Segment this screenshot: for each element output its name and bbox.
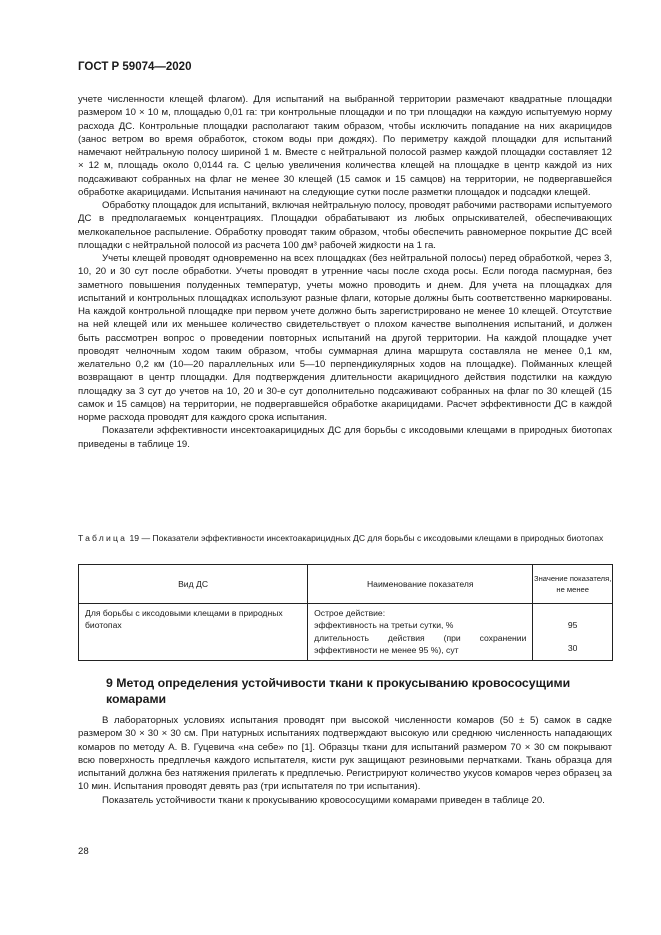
paragraph: учете численности клещей флагом). Для испытаний на выбранной территории размечают квадратные площадки размером 10 × 10 м, площадью 0,01 га: три контрольные площадки и по три площадки на каждую испытуемую норму расхода ДС. Контрольные площадки располагают таким образом, чтобы исключить попадание на них акарицидов (занос ветром во время обработок, стоком воды при дождях). По периметру каждой площадки для испытаний намечают нейтральную полосу шириной 1 м. Вместе с нейтральной полосой размер каждой площадки составляет 12 × 12 м, площадь около 0,0144 га. С целью увеличения количества клещей на площадке в центр каждой из них подсаживают собранных на флаг не менее 30 клещей (15 самок и 15 самцов) на территории, не подвергавшейся обработке акарицидами. Испытания начинают на следующие сутки после разметки площадок и подсадки клещей. — [78, 94, 612, 198]
paragraph: В лабораторных условиях испытания проводят при высокой численности комаров (50 ± 5) самок в садке размером 30 × 30 × 30 см. При натурных испытаниях подтверждают высокую или среднюю численность нападающих комаров по методу А. В. Гуцевича «на себе» по [1]. Образцы ткани для испытаний размером 70 × 30 см покрывают всю поверхность предплечья каждого испытателя, кисти рук защищают резиновыми перчатками. Ткань образца для испытаний должна без натяжения прилегать к предплечью. Регистрируют количество укусов комаров через образец за 10 мин. Испытания проводят девять раз (три испытателя по три испытания). — [78, 715, 612, 793]
indicator-efficiency: эффективность на третьи сутки, % — [314, 620, 454, 631]
indicators-table — [78, 564, 613, 661]
paragraph: Показатель устойчивости ткани к прокусыванию кровососущими комарами приведен в таблице 20. — [102, 794, 545, 806]
value-duration: 30 — [567, 643, 578, 654]
table-row — [79, 604, 613, 661]
cell-type — [79, 604, 308, 661]
page-number: 28 — [78, 846, 89, 857]
row-type: Для борьбы с иксодовыми клещами в природных биотопах — [85, 608, 283, 631]
table-caption — [78, 532, 612, 544]
cell-values — [533, 604, 613, 661]
cell-indicator — [308, 604, 533, 661]
table-header-row — [79, 565, 613, 604]
section-body — [78, 714, 612, 807]
header-indicator: Наименование показателя — [308, 565, 533, 604]
indicator-block — [308, 604, 532, 660]
table-caption-text: 19 — Показатели эффективности инсектоакарицидных ДС для борьбы с иксодовыми клещами в природных биотопах — [127, 533, 604, 543]
paragraph: Учеты клещей проводят одновременно на всех площадках (без нейтральной полосы) перед обработкой, через 3, 10, 20 и 30 сут после обработки. Учеты проводят в утренние часы после схода росы. Если погода пасмурная, без заметного повышения полуденных температур, учеты можно проводить и днем. Для учета на площадках для испытаний и контрольных площадках используют разные флаги, которые должны быть соответственно маркированы. На каждой контрольной площадке при первом учете должно быть зарегистрировано не менее 10 клещей. Отсутствие на ней клещей или их меньшее количество свидетельствует о плохом качестве выполнения испытаний, и должен быть рассмотрен вопрос о проведении повторных испытаний на другой территории. На каждой площадке учет проводят челночным ходом таким образом, чтобы суммарная длина маршрута составляла не менее 0,1 км, желательно 0,2 км (10—20 параллельных или 5—10 перпендикулярных ходов на площадке). Пойманных клещей возвращают в центр площадки. Для подтверждения длительности акарицидного действия подстилки на каждую площадку за 3 сут до учетов на 10, 20 и 30-е сут дополнительно подсаживают собранных на флаг по 30 клещей (15 самок и 15 самцов) на территории, не подвергавшейся обработке акарицидами. Расчет эффективности ДС в каждой норме расхода проводят для каждого срока испытания. — [78, 253, 612, 423]
indicator-title: Острое действие: — [314, 608, 386, 618]
paragraph: Показатели эффективности инсектоакарицидных ДС для борьбы с иксодовыми клещами в природных биотопах приведены в таблице 19. — [78, 425, 612, 450]
value-efficiency: 95 — [567, 620, 578, 630]
table-caption-label: Таблица — [78, 533, 128, 543]
paragraph: Обработку площадок для испытаний, включая нейтральную полосу, проводят рабочими растворами испытуемого ДС в предполагаемых концентрациях. Площадки обрабатывают из любых опрыскивателей, обеспечивающих мелкокапельное распыление. Обработку проводят таким образом, чтобы обеспечить равномерное покрытие ДС всей площадки с нейтральной полосой из расчета 100 дм³ рабочей жидкости на 1 га. — [78, 200, 612, 251]
standard-header: ГОСТ Р 59074—2020 — [78, 61, 192, 73]
header-type: Вид ДС — [79, 565, 308, 604]
indicator-duration: длительность действия (при сохранении эффективности не менее 95 %), сут — [314, 632, 527, 655]
section-title: 9 Метод определения устойчивости ткани к прокусыванию кровососущими комарами — [106, 676, 571, 706]
header-value: Значение показателя, не менее — [533, 565, 613, 604]
body-text — [78, 93, 612, 451]
